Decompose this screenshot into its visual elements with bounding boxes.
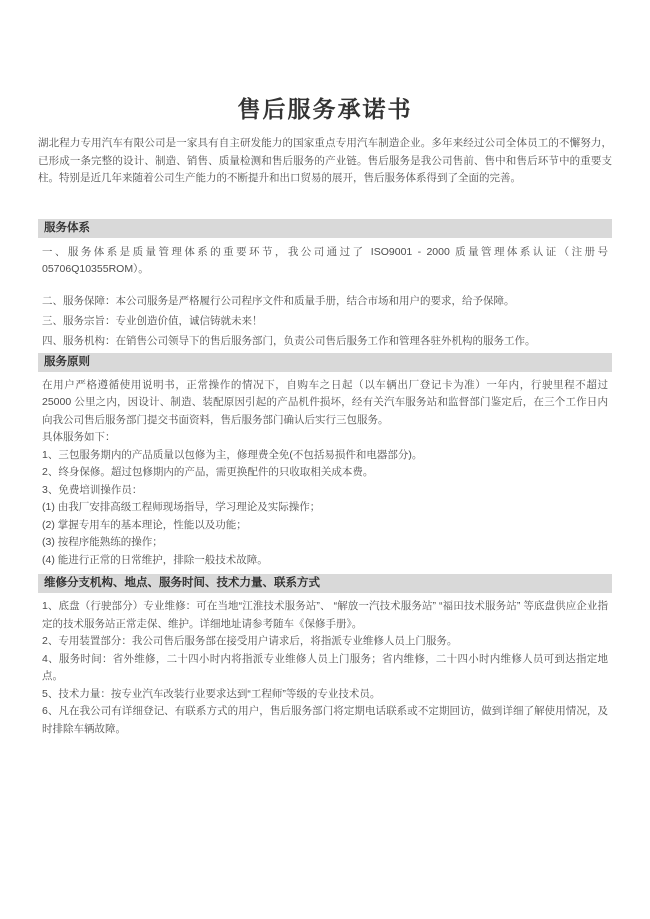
service-network-item-6: 6、凡在我公司有详细登记、有联系方式的用户，售后服务部门将定期电话联系或不定期回访，做到详细了解使用情况，及时排除车辆故障。 [42,705,608,735]
service-system-item-4: 四、服务机构：在销售公司领导下的售后服务部门，负责公司售后服务工作和管理各驻外机构的服务工作。 [42,334,536,347]
section-heading-service-system: 服务体系 [38,219,612,238]
service-principles-subitem-3: (3) 按程序能熟练的操作； [42,536,163,548]
service-system-items [38,291,612,351]
service-system-item-3: 三、服务宗旨：专业创造价值，诚信铸就未来！ [42,314,263,327]
service-system-item-1: 一、服务体系是质量管理体系的重要环节，我公司通过了 ISO9001 - 2000 质量管理体系认证（注册号 05706Q10355ROM）。 [42,245,608,275]
service-principles-item-2: 2、终身保修。超过包修期内的产品，需更换配件的只收取相关成本费。 [42,466,374,478]
service-principles-item-1: 1、三包服务期内的产品质量以包修为主，修理费全免(不包括易损件和电器部分)。 [42,448,423,461]
service-network-item-4: 4、服务时间：省外维修，二十四小时内将指派专业维修人员上门服务；省内维修，二十四小时内维修人员可到达指定地点。 [42,652,608,682]
service-network-items [38,598,612,738]
service-network-item-1: 1、底盘（行驶部分）专业维修：可在当地“江淮技术服务站”、 “解放一汽技术服务站” “福田技术服务站” 等底盘供应企业指定的技术服务站正常走保、维护。详细地址请参考随车《保修手册》。 [42,600,608,630]
service-network-item-2: 2、专用装置部分：我公司售后服务部在接受用户请求后，将指派专业维修人员上门服务。 [42,635,458,647]
service-principles-subheading: 具体服务如下： [42,431,116,443]
page-title: 售后服务承诺书 [237,96,413,122]
section-heading-service-principles: 服务原则 [38,353,612,372]
section-heading-service-network: 维修分支机构、地点、服务时间、技术力量、联系方式 [38,574,612,593]
service-system-item-2: 二、服务保障：本公司服务是严格履行公司程序文件和质量手册，结合市场和用户的要求，给予保障。 [42,294,515,307]
service-principles-details [38,429,612,569]
service-principles-paragraph: 在用户严格遵循使用说明书，正常操作的情况下，自购车之日起（以车辆出厂登记卡为准）一年内，行驶里程不超过 25000 公里之内，因设计、制造、装配原因引起的产品机件损坏，经有关汽车服务站和监督部门鉴定后，在三个工作日内向我公司售后服务部门提交书面资料，售后服务部门确认后实行三包服务。 [42,378,608,426]
service-principles-item-3: 3、免费培训操作员： [42,483,143,496]
service-principles-subitem-4: (4) 能进行正常的日常维护，排除一般技术故障。 [42,553,268,566]
service-network-item-5: 5、技术力量：按专业汽车改装行业要求达到“工程师”等级的专业技术员。 [42,687,381,700]
service-principles-subitem-2: (2) 掌握专用车的基本理论，性能以及功能； [42,518,247,531]
intro-paragraph: 湖北程力专用汽车有限公司是一家具有自主研发能力的国家重点专用汽车制造企业。多年来经过公司全体员工的不懈努力，已形成一条完整的设计、制造、销售、质量检测和售后服务的产业链。售后服务是我公司售前、售中和售后环节中的重要支柱。特别是近几年来随着公司生产能力的不断提升和出口贸易的展开，售后服务体系得到了全面的完善。 [38,137,612,184]
service-principles-subitem-1: (1) 由我厂安排高级工程师现场指导，学习理论及实际操作； [42,501,321,513]
